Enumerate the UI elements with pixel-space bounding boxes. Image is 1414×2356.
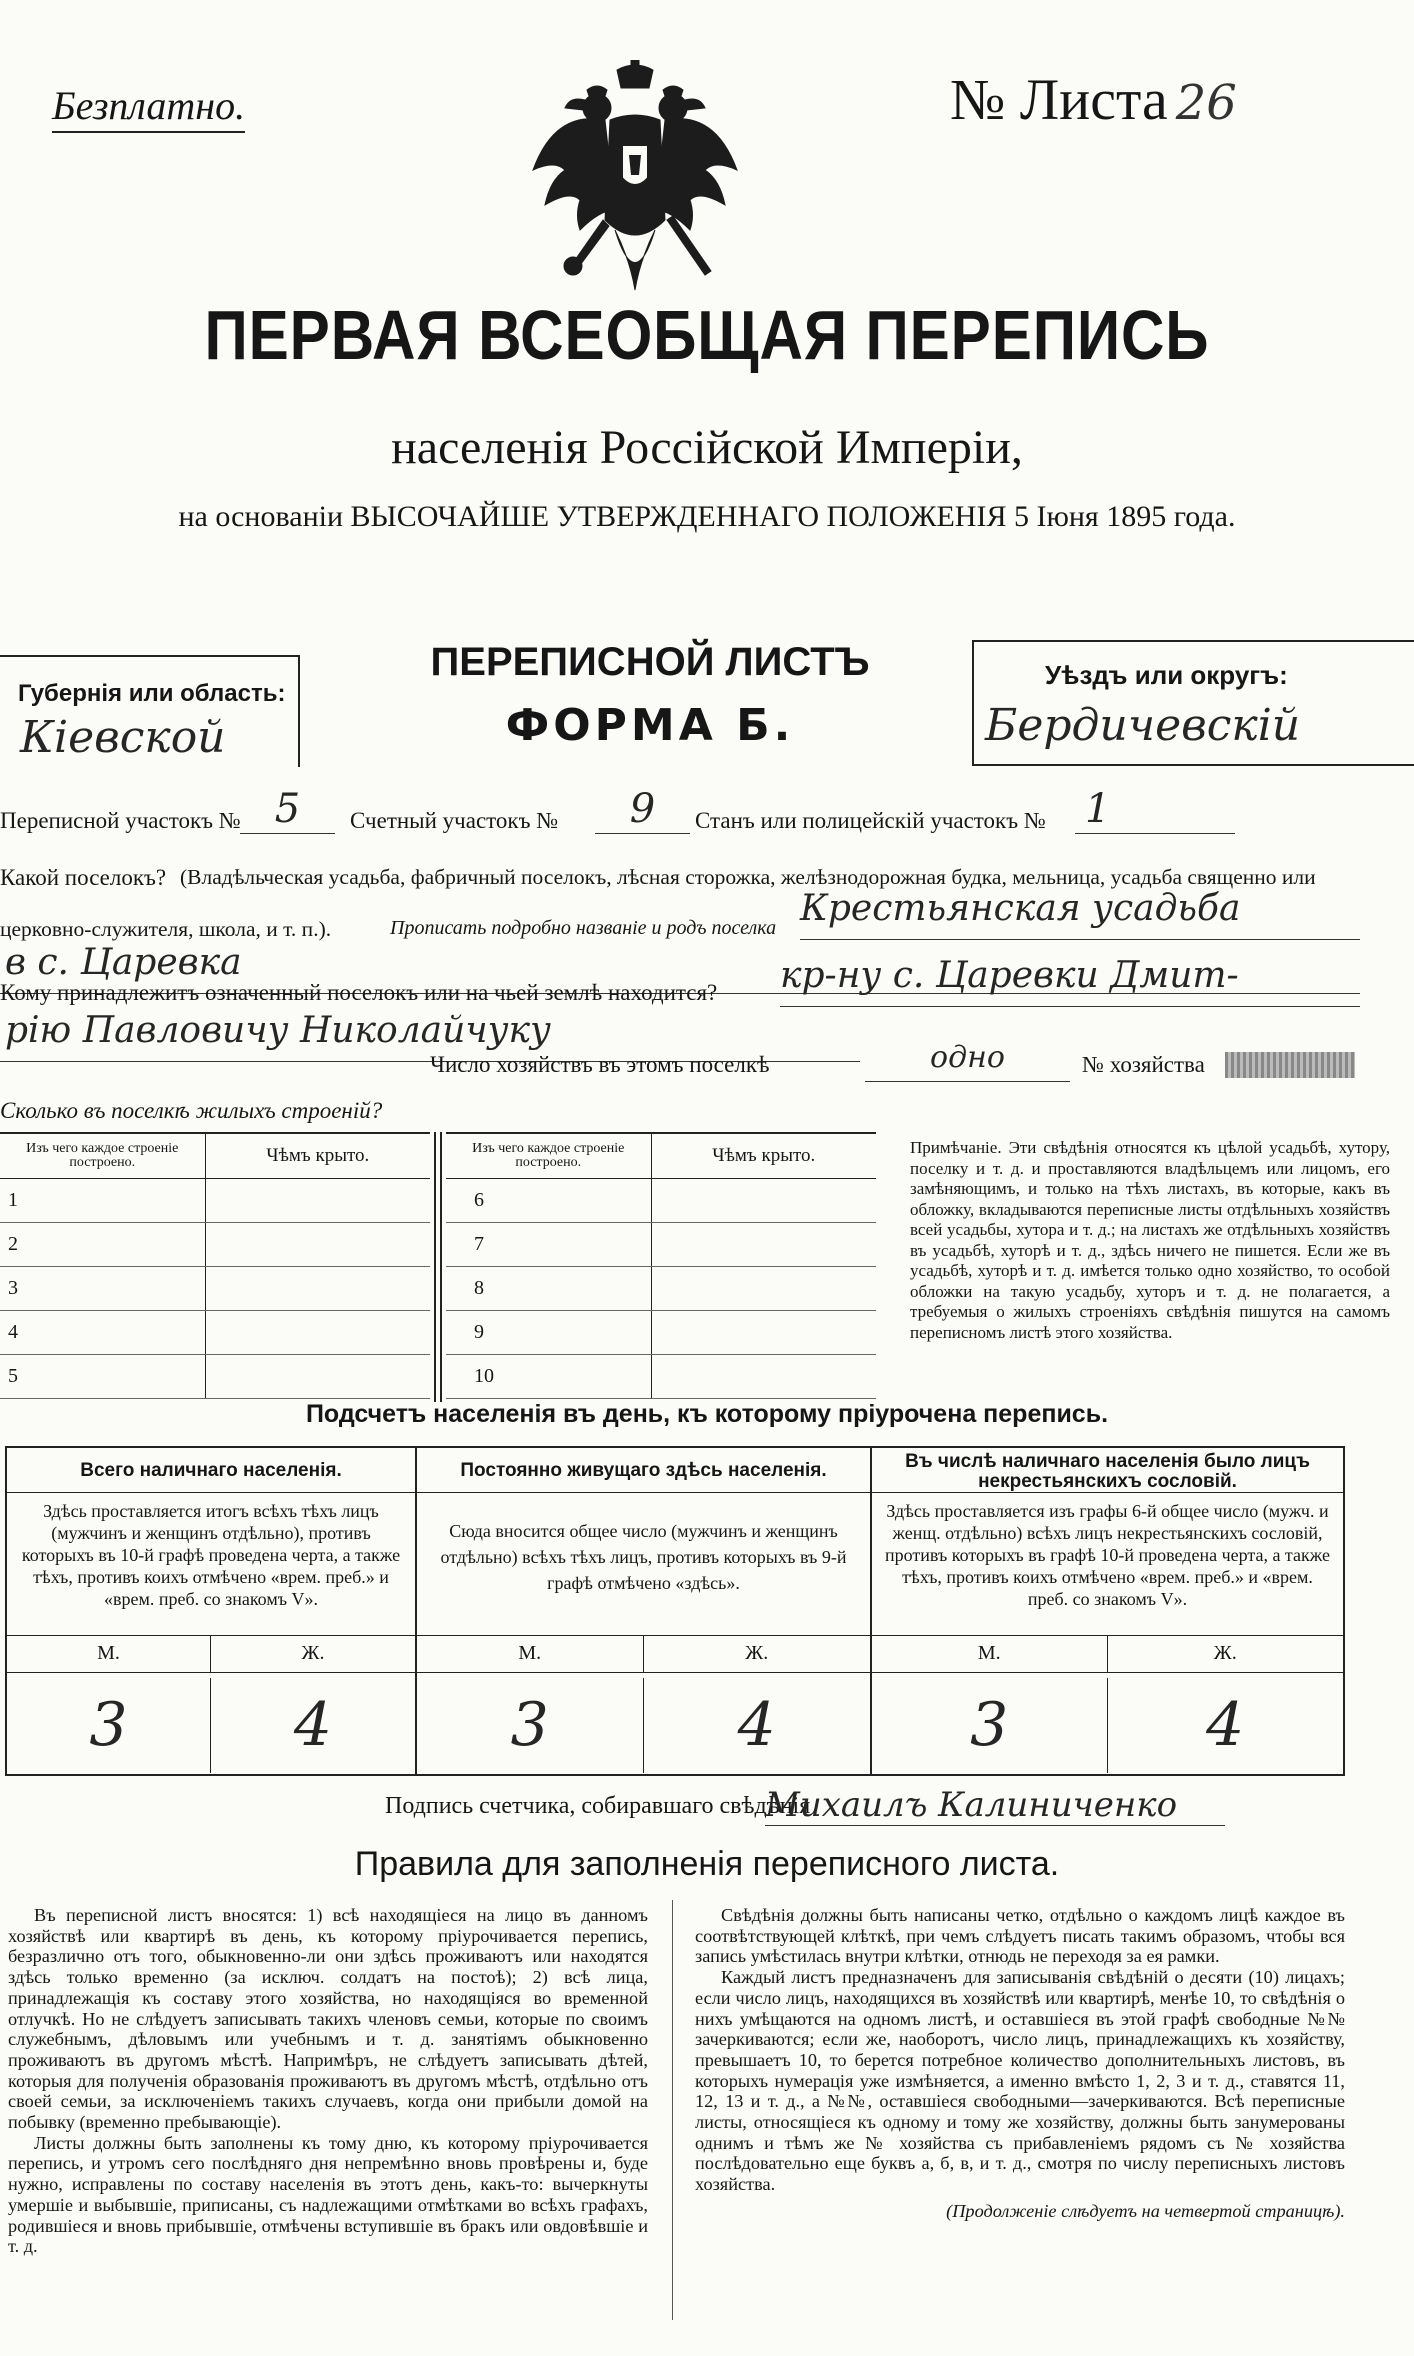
settlement-value-cont[interactable]: в с. Царевка <box>0 942 1360 994</box>
population-col-desc: Здѣсь проставляется изъ графы 6-й общее число (мужч. и женщ. отдѣльно) всѣхъ лицъ некрестьянскихъ сословій, противъ которыхъ въ графѣ 10-й проведена черта, а также тѣхъ, противъ коихъ отмѣчено «врем. преб.» и «врем. преб. со знакомъ V». <box>885 1501 1330 1609</box>
rules-paragraph: Свѣдѣнія должны быть написаны четко, отдѣльно о каждомъ лицѣ каждое въ соотвѣтствующей клѣткѣ, при чемъ слѣдуетъ писать такимъ образомъ, чтобы вся запись умѣстилась внутри клѣтки, отнюдь не переходя за ея рамки. <box>695 1905 1345 1967</box>
male-label: М. <box>872 1635 1108 1673</box>
col-material-header: Изъ чего каждое строеніе построено. <box>0 1133 205 1178</box>
rules-paragraph: Каждый листъ предназначенъ для записыванія свѣдѣній о десяти (10) лицахъ; если число лицъ, находящихся въ хозяйствѣ или квартирѣ, менѣе 10, то свѣдѣнія о нихъ умѣщаются на одномъ листѣ, и оставшіеся въ этой графѣ свободные №№ зачеркиваются; если же, наоборотъ, число лицъ, принадлежащихъ къ хозяйству, превышаетъ 10, то берется потребное количество дополнительныхъ листовъ, въ которыхъ нумерація уже измѣняется, а именно вмѣсто 1, 2, 3 и т. д., ставятся 11, 12, 13 и т. д., а №№, оставшіеся свободными—зачеркиваются. Всѣ переписные листы, относящіеся къ одному и тому же хозяйству, должны быть занумерованы однимъ и тѣмъ же № хозяйства съ прибавленіемъ рядомъ съ № хозяйства послѣдовательно еще буквъ а, б, в, и т. д., смотря по числу переписныхъ листовъ хозяйства. <box>695 1967 1345 2195</box>
population-col-desc: Здѣсь проставляется итогъ всѣхъ тѣхъ лицъ (мужчинъ и женщинъ отдѣльно), противъ которыхъ въ 10-й графѣ проведена черта, а также тѣхъ, противъ коихъ отмѣчено «врем. преб.» и «врем. преб. со знакомъ V». <box>21 1501 401 1609</box>
gubernia-value[interactable]: Кіевской <box>20 712 226 763</box>
counting-district-label: Счетный участокъ № <box>350 808 559 833</box>
form-subtitle: ФОРМА Б. <box>505 700 795 751</box>
table-cell[interactable] <box>205 1222 430 1266</box>
sheet-number-label: № Листа <box>950 67 1168 132</box>
table-row[interactable]: 2 <box>0 1222 205 1266</box>
settlement-value[interactable]: Крестьянская усадьба <box>800 888 1360 940</box>
household-no-label: № хозяйства <box>1082 1052 1205 1077</box>
owner-value[interactable]: кр-ну с. Царевки Дмит- <box>780 955 1360 1007</box>
population-col-desc: Сюда вносится общее число (мужчинъ и женщинъ отдѣльно) всѣхъ тѣхъ лицъ, противъ которыхъ въ 9-й графѣ отмѣчено «здѣсь». <box>440 1521 847 1593</box>
population-col-header: Всего наличнаго населенія. <box>7 1448 415 1493</box>
households-label: Число хозяйствъ въ этомъ поселкѣ <box>430 1052 770 1077</box>
male-count[interactable]: 3 <box>872 1678 1108 1773</box>
table-cell[interactable] <box>205 1178 430 1222</box>
rules-left-column <box>8 1905 648 2257</box>
male-label: М. <box>417 1635 644 1673</box>
stan-label: Станъ или полицейскій участокъ № <box>695 808 1046 833</box>
col-roof-header: Чѣмъ крыто. <box>651 1133 876 1178</box>
settlement-hint-cont: церковно-служителя, школа, и т. п.). <box>0 917 332 941</box>
table-row[interactable]: 5 <box>0 1354 205 1398</box>
female-count[interactable]: 4 <box>737 1690 776 1760</box>
rules-right-column <box>695 1905 1345 2222</box>
table-row[interactable]: 6 <box>446 1178 651 1222</box>
population-col-header: Въ числѣ наличнаго населенія было лицъ некрестьянскихъ сословій. <box>872 1448 1343 1493</box>
male-label: М. <box>7 1635 211 1673</box>
note-text: Примѣчаніе. Эти свѣдѣнія относятся къ цѣлой усадьбѣ, хутору, поселку и т. д. и проставляются владѣльцемъ или лицомъ, его замѣняющимъ, и только на тѣхъ листахъ, въ которые, какъ въ обложку, вкладываются переписные листы отдѣльныхъ хозяйствъ всей усадьбы, хутора и т. д.; на листахъ же отдѣльныхъ хозяйствъ въ усадьбѣ, хуторѣ и т. д., здѣсь ничего не пишется. Если же въ усадьбѣ, хуторѣ и т. д. имѣется только одно хозяйство, то особой обложки на такую усадьбу, хуторъ и т. д. не полагается, а требуемыя о жилыхъ строеніяхъ свѣдѣнія пишутся на самомъ переписномъ листѣ этого хозяйства. <box>910 1138 1390 1342</box>
document-subtitle: населенія Россійской Имперіи, <box>391 421 1023 474</box>
female-label: Ж. <box>211 1635 415 1673</box>
table-divider <box>434 1132 442 1402</box>
rules-continued: (Продолженіе слѣдуетъ на четвертой страницѣ). <box>946 2200 1345 2221</box>
rules-title: Правила для заполненія переписного листа. <box>354 1845 1060 1883</box>
buildings-table-right <box>446 1132 876 1399</box>
female-label: Ж. <box>1108 1635 1344 1673</box>
buildings-table-left <box>0 1132 430 1399</box>
table-row[interactable]: 4 <box>0 1310 205 1354</box>
census-district-value[interactable]: 5 <box>240 786 335 834</box>
table-row[interactable]: 8 <box>446 1266 651 1310</box>
table-cell[interactable] <box>651 1266 876 1310</box>
population-col-noncrestyan <box>872 1448 1343 1774</box>
male-count[interactable]: 3 <box>7 1678 211 1773</box>
document-title: ПЕРВАЯ ВСЕОБЩАЯ ПЕРЕПИСЬ <box>204 296 1210 374</box>
settlement-hint: (Владѣльческая усадьба, фабричный поселокъ, лѣсная сторожка, желѣзнодорожная будка, мельница, усадьба священно или <box>180 865 1316 889</box>
sheet-number <box>950 66 1237 133</box>
table-cell[interactable] <box>651 1222 876 1266</box>
households-value[interactable]: одно <box>865 1040 1070 1082</box>
stan-value[interactable]: 1 <box>1075 786 1235 834</box>
settlement-instruction: Прописать подробно названіе и родъ поселка <box>390 917 777 939</box>
sheet-number-value: 26 <box>1175 75 1237 131</box>
female-count[interactable]: 4 <box>1206 1690 1245 1760</box>
rules-paragraph: Въ переписной листъ вносятся: 1) всѣ находящіеся на лицо въ данномъ хозяйствѣ или квартирѣ въ день, къ которому пріурочивается перепись, безразлично отъ того, обыкновенно-ли они здѣсь проживаютъ или находятся здѣсь только временно (за исключ. солдатъ на постоѣ); 2) всѣ лица, принадлежащія къ составу этого хозяйства, но находящіяся во временной отлучкѣ. Но не слѣдуетъ записывать такихъ членовъ семьи, которые по своимъ служебнымъ, дѣловымъ или учебнымъ и т. д. занятіямъ обыкновенно проживаютъ въ другомъ мѣстѣ. Напримѣръ, не слѣдуетъ записывать дѣтей, которыя для полученія образованія проживаютъ въ другомъ мѣстѣ, отдѣльно отъ своей семьи, за исключеніемъ такихъ случаевъ, когда они прибыли домой на побывку (временно пребывающіе). <box>8 1905 648 2133</box>
double-headed-eagle-emblem <box>525 60 745 300</box>
enumerator-signature[interactable]: Михаилъ Калиниченко <box>765 1785 1225 1826</box>
owner-label: Кому принадлежитъ означенный поселокъ или на чьей землѣ находится? <box>0 980 718 1005</box>
col-material-header: Изъ чего каждое строеніе построено. <box>446 1133 651 1178</box>
table-cell[interactable] <box>651 1178 876 1222</box>
col-roof-header: Чѣмъ крыто. <box>205 1133 430 1178</box>
table-cell[interactable] <box>651 1310 876 1354</box>
population-table <box>5 1446 1345 1776</box>
population-title: Подсчетъ населенія въ день, къ которому пріурочена перепись. <box>305 1400 1109 1428</box>
table-row[interactable]: 1 <box>0 1178 205 1222</box>
rules-paragraph: Листы должны быть заполнены къ тому дню, къ которому пріурочивается перепись, и утромъ сего послѣдняго дня непремѣнно вновь провѣрены и, буде нужно, исправлены по составу населенія въ этотъ день, какъ-то: вычеркнуты умершіе и выбывшіе, приписаны, съ надлежащими отмѣтками во всѣхъ графахъ, родившіеся и вновь прибывшіе, отмѣчены вступившіе въ бракъ или овдовѣвшіе и т. д. <box>8 2132 648 2257</box>
table-row[interactable]: 7 <box>446 1222 651 1266</box>
population-col-header: Постоянно живущаго здѣсь населенія. <box>417 1448 870 1493</box>
counting-district-value[interactable]: 9 <box>595 786 690 834</box>
table-cell[interactable] <box>205 1310 430 1354</box>
free-of-charge-label: Безплатно. <box>52 82 245 133</box>
household-no-redacted <box>1225 1052 1355 1078</box>
gubernia-label: Губернія или область: <box>18 680 286 707</box>
table-cell[interactable] <box>651 1354 876 1398</box>
female-label: Ж. <box>644 1635 871 1673</box>
population-col-permanent <box>417 1448 872 1774</box>
uezd-label: Уѣздъ или округъ: <box>1045 660 1288 690</box>
census-district-label: Переписной участокъ № <box>0 808 241 833</box>
rules-divider <box>672 1900 673 2320</box>
table-cell[interactable] <box>205 1266 430 1310</box>
uezd-value[interactable]: Бердичевскій <box>985 700 1301 751</box>
buildings-table <box>0 1132 900 1407</box>
owner-value-cont[interactable]: рію Павловичу Николайчуку <box>0 1010 860 1062</box>
table-row[interactable]: 9 <box>446 1310 651 1354</box>
male-count[interactable]: 3 <box>417 1678 644 1773</box>
table-row[interactable]: 3 <box>0 1266 205 1310</box>
form-title: ПЕРЕПИСНОЙ ЛИСТЪ <box>430 640 870 684</box>
female-count[interactable]: 4 <box>293 1690 333 1760</box>
settlement-label: Какой поселокъ? <box>0 865 167 890</box>
buildings-label: Сколько въ поселкѣ жилыхъ строеній? <box>0 1098 383 1123</box>
table-cell[interactable] <box>205 1354 430 1398</box>
population-col-total <box>7 1448 417 1774</box>
enumerator-signature-label: Подпись счетчика, собиравшаго свѣдѣнія <box>385 1793 811 1819</box>
table-row[interactable]: 10 <box>446 1354 651 1398</box>
legal-basis: на основаніи ВЫСОЧАЙШЕ УТВЕРЖДЕННАГО ПОЛОЖЕНІЯ 5 Іюня 1895 года. <box>178 500 1236 533</box>
